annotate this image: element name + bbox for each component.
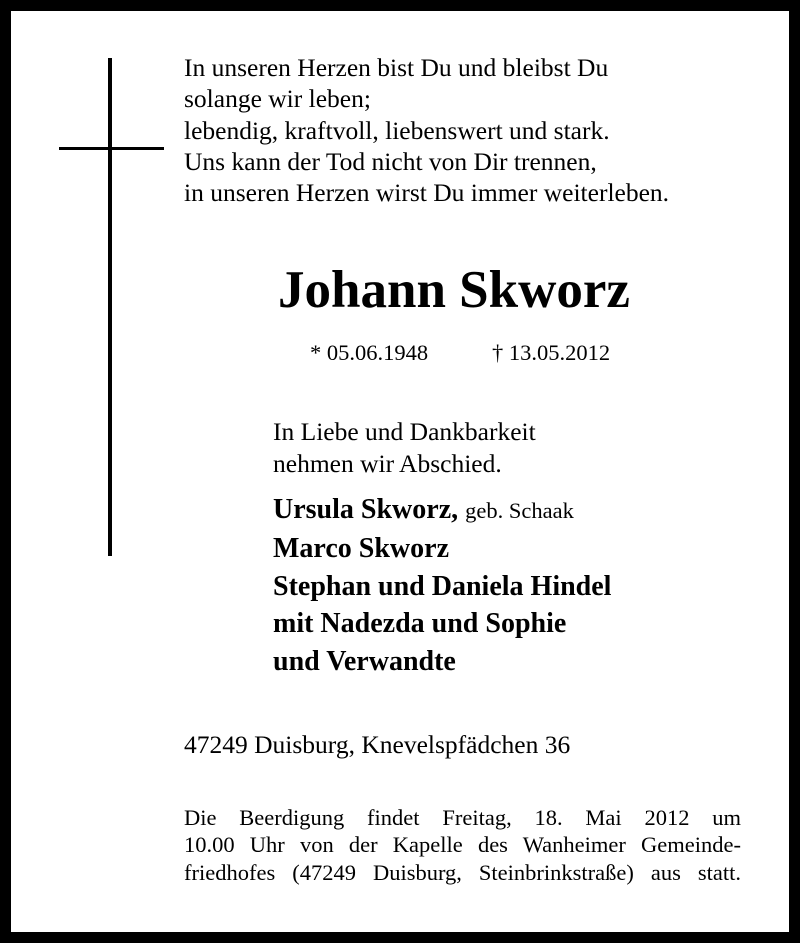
deceased-name: Johann Skworz bbox=[278, 261, 630, 319]
farewell-text bbox=[273, 416, 536, 479]
mourner-entry: und Verwandte bbox=[273, 646, 456, 678]
mourner-entry: Stephan und Daniela Hindel bbox=[273, 570, 612, 602]
poem-line: solange wir leben; bbox=[184, 84, 371, 114]
mourners-list bbox=[273, 491, 611, 681]
maiden-name: geb. Schaak bbox=[465, 498, 574, 523]
poem-line: in unseren Herzen wirst Du immer weiterleben. bbox=[184, 178, 670, 208]
family-address: 47249 Duisburg, Knevelspfädchen 36 bbox=[184, 730, 571, 759]
farewell-line: nehmen wir Abschied. bbox=[273, 448, 502, 478]
cross-vertical-bar bbox=[108, 58, 112, 556]
funeral-notice bbox=[184, 804, 741, 886]
farewell-line: In Liebe und Dankbarkeit bbox=[273, 417, 536, 446]
poem-line: Uns kann der Tod nicht von Dir trennen, bbox=[184, 146, 597, 176]
funeral-line: friedhofes (47249 Duisburg, Steinbrinkstraße) aus statt. bbox=[184, 859, 741, 885]
mourner-entry: Marco Skworz bbox=[273, 532, 449, 564]
funeral-line: Die Beerdigung findet Freitag, 18. Mai 2012 um bbox=[184, 805, 741, 830]
poem bbox=[184, 52, 764, 208]
funeral-line: 10.00 Uhr von der Kapelle des Wanheimer Gemeinde- bbox=[184, 832, 741, 858]
birth-date: * 05.06.1948 bbox=[310, 340, 429, 365]
poem-line: lebendig, kraftvoll, liebenswert und stark. bbox=[184, 115, 610, 145]
mourner-name: Ursula Skworz, bbox=[273, 494, 459, 525]
cross-horizontal-bar bbox=[59, 147, 164, 150]
death-date: † 13.05.2012 bbox=[492, 340, 611, 365]
poem-line: In unseren Herzen bist Du und bleibst Du bbox=[184, 53, 609, 82]
mourner-entry bbox=[273, 491, 611, 530]
mourner-entry: mit Nadezda und Sophie bbox=[273, 608, 567, 640]
